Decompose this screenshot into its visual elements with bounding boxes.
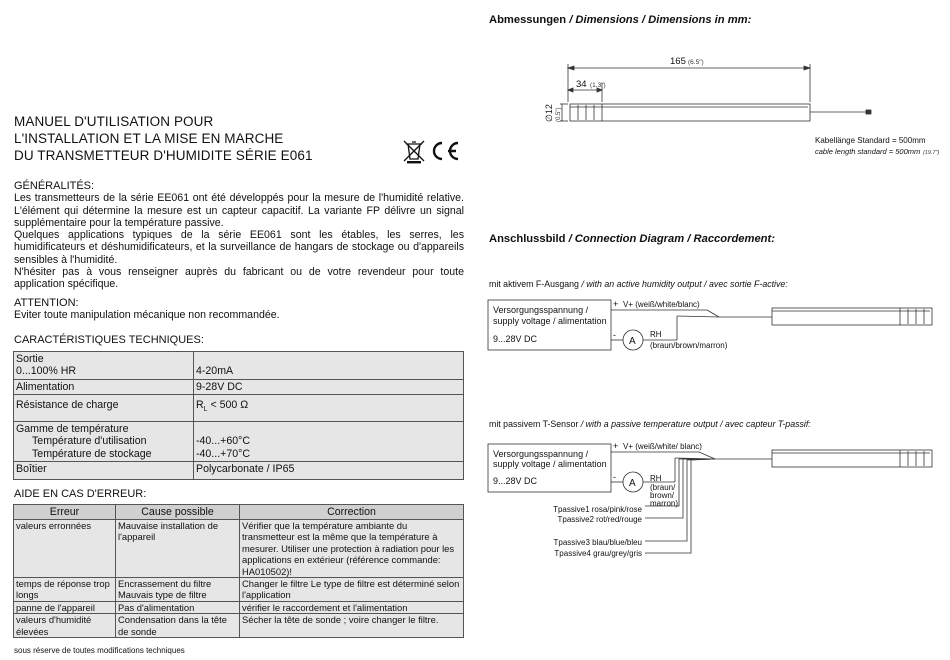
errors-heading: AIDE EN CAS D'ERREUR: <box>14 488 147 500</box>
certification-marks <box>402 138 464 164</box>
spec-label-line: Température d'utilisation <box>32 435 147 448</box>
spec-value-line: -40...+60°C <box>196 435 250 448</box>
length-total-inch: (6.5") <box>688 59 704 66</box>
passive-connection-diagram <box>487 436 942 564</box>
connection-heading <box>489 233 775 245</box>
passive-output-label <box>489 419 811 429</box>
cause-cell: Encrassement du filtre Mauvais type de filtre <box>116 578 240 602</box>
spec-value <box>194 395 464 422</box>
generalites-p3: N'hésiter pas à vous renseigner auprès du fabricant ou de votre revendeur pour toute application spécifique. <box>14 266 464 291</box>
plus-terminal: + <box>613 299 619 309</box>
table-row <box>14 601 464 613</box>
generalites-p2: Quelques applications typiques de la série EE061 sont les étables, les serres, les humidificateurs et déshumidificateurs, et la surveillance de hangars de stockage ou d'appareils sensibles à l'humidité. <box>14 229 464 266</box>
error-cell: valeurs d'humidité élevées <box>14 614 116 638</box>
vplus-label: V+ (weiß/white/blanc) <box>623 300 700 309</box>
tpassive1-label: Tpassive1 rosa/pink/rose <box>553 505 642 514</box>
generalites-heading: GÉNÉRALITÉS: <box>14 180 95 192</box>
table-header-row <box>14 505 464 520</box>
cable-length-note-en: cable length standard = 500mm <box>815 147 921 156</box>
table-row <box>14 395 464 422</box>
dimensions-heading-normal: Abmessungen <box>489 14 567 26</box>
passive-label-italic: / with a passive temperature output / avec capteur T-passif: <box>578 419 811 429</box>
cable-length-note: Kabellänge Standard = 500mm <box>815 136 926 145</box>
tpassive2-label: Tpassive2 rot/red/rouge <box>557 515 642 524</box>
footnote: sous réserve de toutes modifications techniques <box>14 646 185 655</box>
table-row <box>14 461 464 479</box>
length-head: 34 <box>576 79 587 90</box>
rh-colors-label: (braun/ <box>650 483 676 492</box>
minus-terminal: - <box>613 330 616 340</box>
generalites-section <box>14 180 464 291</box>
error-help-table <box>13 504 464 638</box>
ammeter-label: A <box>629 478 636 489</box>
spec-value-line: -40...+70°C <box>196 447 250 460</box>
cause-cell: Pas d'alimentation <box>116 601 240 613</box>
title-line-1: MANUEL D'UTILISATION POUR <box>14 114 214 129</box>
correction-cell: Vérifier que la température ambiante du transmetteur est la même que la température à mesurer. Utiliser une protection à radiation pour les applications en extérieur (référence commande: HA010502)! <box>240 520 464 578</box>
supply-box-line1: Versorgungsspannung / <box>493 449 589 459</box>
spec-label: Boîtier <box>14 461 194 479</box>
dimensions-heading-italic: / Dimensions / Dimensions in mm: <box>566 14 752 26</box>
connection-heading-italic: / Connection Diagram / Raccordement: <box>565 233 775 245</box>
passive-label-normal: mit passivem T-Sensor <box>489 419 579 429</box>
attention-heading: ATTENTION: <box>14 297 79 309</box>
generalites-p1: Les transmetteurs de la série EE061 ont été développés pour la mesure de l'humidité relative. L'élément qui détermine la mesure est un capteur capacitif. La variante FP délivre un signal supplémentaire pour la température passive. <box>14 192 464 229</box>
supply-box-line2: supply voltage / alimentation <box>493 316 607 326</box>
error-cell: valeurs erronnées <box>14 520 116 578</box>
ammeter-label: A <box>629 336 636 347</box>
rh-colors-label: marron) <box>650 499 679 508</box>
spec-label <box>14 352 194 380</box>
tpassive4-label: Tpassive4 grau/grey/gris <box>554 549 642 558</box>
spec-value: Polycarbonate / IP65 <box>194 461 464 479</box>
correction-cell: Changer le filtre Le type de filtre est déterminé selon l'application <box>240 578 464 602</box>
rh-label: RH <box>650 330 662 339</box>
spec-label-line: Sortie <box>16 353 44 365</box>
cause-cell: Condensation dans la tête de sonde <box>116 614 240 638</box>
active-label-italic: / with an active humidity output / avec sortie F-active: <box>578 279 788 289</box>
spec-value-sub: L <box>203 406 208 414</box>
active-connection-diagram <box>487 296 942 358</box>
table-row <box>14 421 464 461</box>
minus-terminal: - <box>613 472 616 482</box>
dimensions-heading <box>489 14 751 26</box>
plus-terminal: + <box>613 441 619 451</box>
spec-value: 9-28V DC <box>194 379 464 394</box>
column-header: Erreur <box>14 505 116 520</box>
active-output-label <box>489 279 788 289</box>
correction-cell: vérifier le raccordement et l'alimentation <box>240 601 464 613</box>
active-label-normal: mit aktivem F-Ausgang <box>489 279 579 289</box>
length-head-inch: (1.3") <box>590 82 606 89</box>
table-row <box>14 379 464 394</box>
crossed-bin-icon <box>404 141 424 163</box>
title-line-3: DU TRANSMETTEUR D'HUMIDITE SÉRIE E061 <box>14 148 313 163</box>
error-cell: panne de l'appareil <box>14 601 116 613</box>
column-header: Correction <box>240 505 464 520</box>
tpassive3-label: Tpassive3 blau/blue/bleu <box>553 538 642 547</box>
correction-cell: Sécher la tête de sonde ; voire changer le filtre. <box>240 614 464 638</box>
cause-cell: Mauvaise installation de l'appareil <box>116 520 240 578</box>
column-header: Cause possible <box>116 505 240 520</box>
table-row <box>14 578 464 602</box>
supply-box-line1: Versorgungsspannung / <box>493 305 589 315</box>
spec-label: Alimentation <box>14 379 194 394</box>
error-cell: temps de réponse trop longs <box>14 578 116 602</box>
table-row <box>14 614 464 638</box>
attention-section <box>14 297 464 322</box>
spec-label-line: Température de stockage <box>32 447 152 460</box>
spec-value-line: 4-20mA <box>196 365 234 378</box>
tech-heading: CARACTÉRISTIQUES TECHNIQUES: <box>14 334 204 346</box>
vplus-label: V+ (weiß/white/ blanc) <box>623 442 702 451</box>
cable-length-inch: (19.7") <box>923 150 940 156</box>
attention-text: Eviter toute manipulation mécanique non recommandée. <box>14 309 280 322</box>
spec-value-r: R <box>196 399 204 412</box>
supply-voltage: 9...28V DC <box>493 476 538 486</box>
supply-box-line2: supply voltage / alimentation <box>493 459 607 469</box>
manual-title <box>14 113 313 164</box>
spec-label: Résistance de charge <box>14 395 194 422</box>
connection-heading-normal: Anschlussbild <box>489 233 566 245</box>
spec-label-line: 0...100% HR <box>16 365 77 378</box>
diameter-label: ∅12 <box>544 104 554 122</box>
rh-colors-label: brown/ <box>650 491 675 500</box>
table-row <box>14 352 464 380</box>
spec-value <box>194 352 464 380</box>
ce-mark <box>434 143 458 159</box>
rh-label: RH <box>650 474 662 483</box>
rh-colors-label: (braun/brown/marron) <box>650 341 728 350</box>
tech-specs-table <box>13 351 464 480</box>
probe-body <box>570 104 810 121</box>
supply-voltage: 9...28V DC <box>493 334 538 344</box>
spec-label <box>14 421 194 461</box>
spec-value <box>194 421 464 461</box>
spec-value-rest: < 500 Ω <box>207 399 249 412</box>
table-row <box>14 520 464 578</box>
dimension-drawing <box>540 50 940 160</box>
diameter-inch: (0.5") <box>556 107 562 122</box>
length-total: 165 <box>670 56 686 67</box>
title-line-2: L'INSTALLATION ET LA MISE EN MARCHE <box>14 131 284 146</box>
spec-label-line: Gamme de température <box>16 422 129 435</box>
